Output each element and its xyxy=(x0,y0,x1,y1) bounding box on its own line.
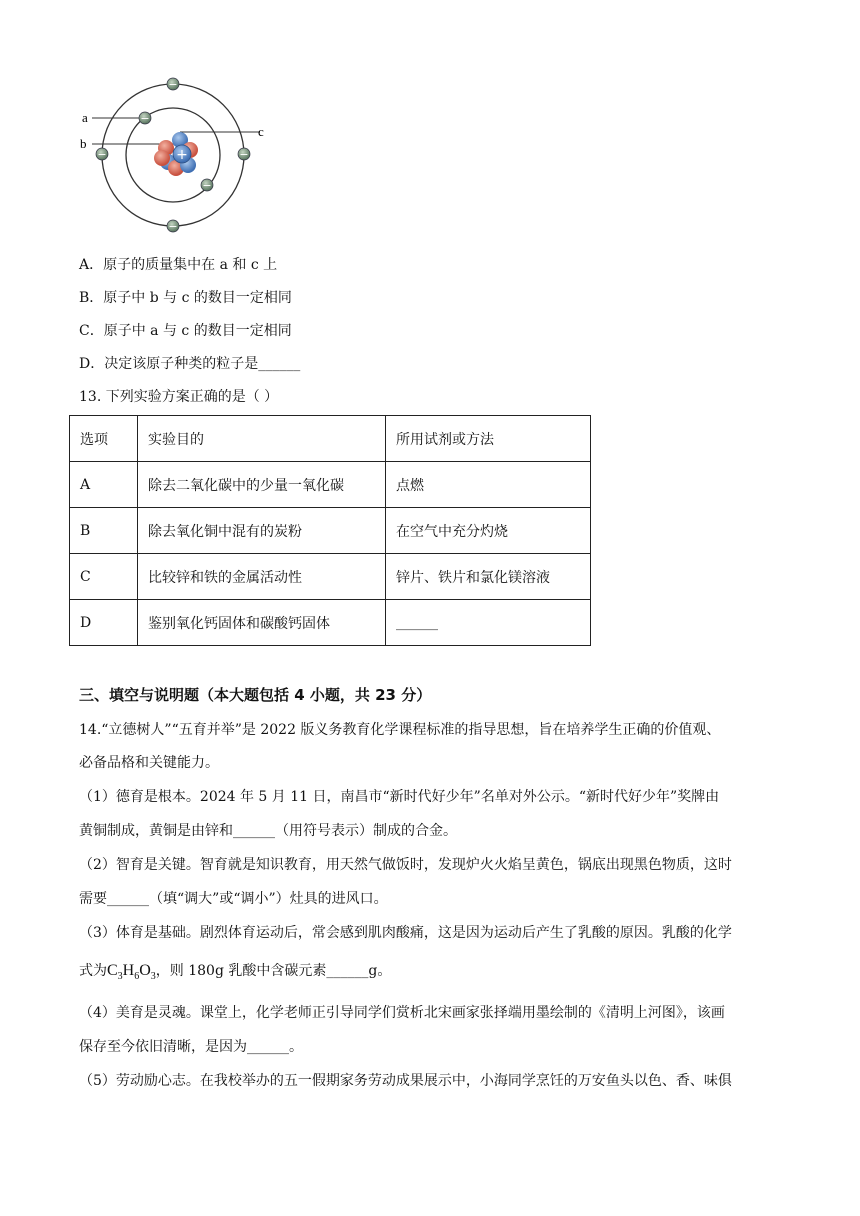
label-b: b xyxy=(80,136,87,151)
section-heading: 三、填空与说明题（本大题包括 4 小题，共 23 分） xyxy=(79,686,432,704)
table-header: 选项 xyxy=(70,416,138,462)
table-row xyxy=(70,508,591,554)
q13-stem: 13. 下列实验方案正确的是（ ） xyxy=(79,389,279,405)
electron-sign: − xyxy=(202,179,212,192)
option-d: D．决定该原子种类的粒子是______ xyxy=(79,356,301,372)
table-cell: 除去二氧化碳中的少量一氧化碳 xyxy=(138,462,386,508)
q14-part3-line1: （3）体育是基础。剧烈体育运动后，常会感到肌肉酸痛，这是因为运动后产生了乳酸的原因。乳酸的化学 xyxy=(79,925,732,941)
table-cell: D xyxy=(70,600,138,646)
table-header-row xyxy=(70,416,591,462)
q14-part2-line1: （2）智育是关键。智育就是知识教育，用天然气做饭时，发现炉火火焰呈黄色，锅底出现黑色物质，这时 xyxy=(79,857,732,873)
label-a: a xyxy=(82,110,88,125)
atom-diagram xyxy=(70,70,290,240)
label-c: c xyxy=(258,124,264,139)
q14-part3-line2: 式为$C_3H_6O_3$，则 180g 乳酸中含碳元素______g。 xyxy=(79,962,392,983)
option-c: C．原子中 a 与 c 的数目一定相同 xyxy=(79,323,292,339)
lactic-acid-formula: $C_3H_6O_3$ xyxy=(107,962,156,983)
q14-stem-line2: 必备品格和关键能力。 xyxy=(79,755,219,771)
nucleus xyxy=(154,132,198,176)
table-cell: ______ xyxy=(386,600,591,646)
table-cell: C xyxy=(70,554,138,600)
table-row xyxy=(70,554,591,600)
neutron xyxy=(154,150,170,166)
experiment-table xyxy=(69,415,591,646)
table-row xyxy=(70,462,591,508)
q14-part1-line2: 黄铜制成，黄铜是由锌和______（用符号表示）制成的合金。 xyxy=(79,823,457,839)
q14-part2-line2: 需要______（填“调大”或“调小”）灶具的进风口。 xyxy=(79,891,388,907)
table-header: 实验目的 xyxy=(138,416,386,462)
table-header: 所用试剂或方法 xyxy=(386,416,591,462)
q14-part5-line1: （5）劳动励心志。在我校举办的五一假期家务劳动成果展示中，小海同学烹饪的万安鱼头以色、香、味俱 xyxy=(79,1073,732,1089)
electron-sign: − xyxy=(239,148,249,161)
q14-stem-line1: 14.“立德树人”“五育并举”是 2022 版义务教育化学课程标准的指导思想，旨在培养学生正确的价值观、 xyxy=(79,722,721,738)
electron-sign: − xyxy=(168,78,178,91)
table-cell: 除去氧化铜中混有的炭粉 xyxy=(138,508,386,554)
q14-part4-line2: 保存至今依旧清晰，是因为______。 xyxy=(79,1039,303,1055)
q14-part4-line1: （4）美育是灵魂。课堂上，化学老师正引导同学们赏析北宋画家张择端用墨绘制的《清明上河图》，该画 xyxy=(79,1005,725,1021)
electron-sign: − xyxy=(140,112,150,125)
q14-part1-line1: （1）德育是根本。2024 年 5 月 11 日，南昌市“新时代好少年”名单对外公示。“新时代好少年”奖牌由 xyxy=(79,789,720,805)
table-cell: B xyxy=(70,508,138,554)
electron-sign: − xyxy=(168,220,178,233)
electron-sign: − xyxy=(97,148,107,161)
svg-text:+: + xyxy=(176,147,188,163)
option-a: A．原子的质量集中在 a 和 c 上 xyxy=(79,257,278,273)
table-cell: 鉴别氧化钙固体和碳酸钙固体 xyxy=(138,600,386,646)
table-cell: 在空气中充分灼烧 xyxy=(386,508,591,554)
table-cell: 点燃 xyxy=(386,462,591,508)
table-cell: 比较锌和铁的金属活动性 xyxy=(138,554,386,600)
option-b: B．原子中 b 与 c 的数目一定相同 xyxy=(79,290,292,306)
table-cell: A xyxy=(70,462,138,508)
table-row xyxy=(70,600,591,646)
table-cell: 锌片、铁片和氯化镁溶液 xyxy=(386,554,591,600)
